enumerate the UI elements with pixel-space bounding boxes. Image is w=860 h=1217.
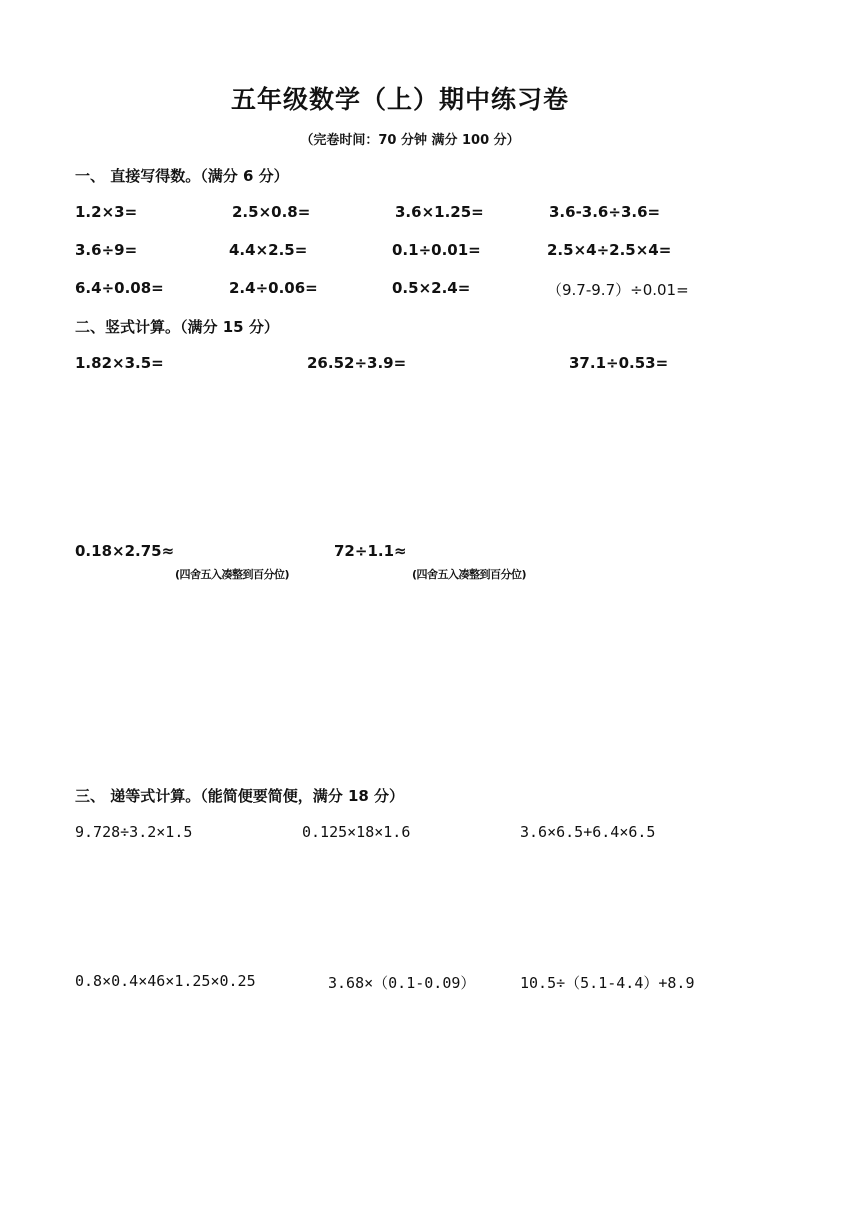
- section3-heading: 三、 递等式计算。（能简便要简便，满分 18 分）: [75, 787, 405, 805]
- problem-3-5: 3.68×（0.1-0.09）: [328, 974, 476, 992]
- problem-2-1: 1.82×3.5=: [75, 354, 164, 372]
- problem-1-6: 4.4×2.5=: [229, 241, 308, 259]
- problem-3-1: 9.728÷3.2×1.5: [75, 823, 193, 841]
- problem-1-9: 6.4÷0.08=: [75, 279, 164, 297]
- problem-3-2: 0.125×18×1.6: [302, 823, 411, 841]
- problem-2-4: 0.18×2.75≈: [75, 542, 175, 560]
- problem-2-2: 26.52÷3.9=: [307, 354, 407, 372]
- page-subtitle: （完卷时间：70 分钟 满分 100 分）: [300, 133, 520, 148]
- problem-1-8: 2.5×4÷2.5×4=: [547, 241, 672, 259]
- section1-heading: 一、 直接写得数。（满分 6 分）: [75, 167, 289, 185]
- problem-3-3: 3.6×6.5+6.4×6.5: [520, 823, 656, 841]
- problem-1-3: 3.6×1.25=: [395, 203, 484, 221]
- problem-2-5: 72÷1.1≈: [334, 542, 407, 560]
- problem-1-4: 3.6-3.6÷3.6=: [549, 203, 661, 221]
- section2-heading: 二、竖式计算。（满分 15 分）: [75, 318, 279, 336]
- problem-3-6: 10.5÷（5.1-4.4）+8.9: [520, 974, 695, 992]
- problem-1-11: 0.5×2.4=: [392, 279, 471, 297]
- rounding-note-2: (四舍五入凑整到百分位): [412, 568, 527, 581]
- problem-2-3: 37.1÷0.53=: [569, 354, 669, 372]
- problem-1-5: 3.6÷9=: [75, 241, 138, 259]
- page-title: 五年级数学（上）期中练习卷: [230, 85, 569, 114]
- problem-1-7: 0.1÷0.01=: [392, 241, 481, 259]
- problem-1-12: （9.7-9.7）÷0.01=: [547, 281, 689, 299]
- problem-1-1: 1.2×3=: [75, 203, 138, 221]
- problem-1-10: 2.4÷0.06=: [229, 279, 318, 297]
- problem-1-2: 2.5×0.8=: [232, 203, 311, 221]
- problem-3-4: 0.8×0.4×46×1.25×0.25: [75, 972, 256, 990]
- rounding-note-1: (四舍五入凑整到百分位): [175, 568, 290, 581]
